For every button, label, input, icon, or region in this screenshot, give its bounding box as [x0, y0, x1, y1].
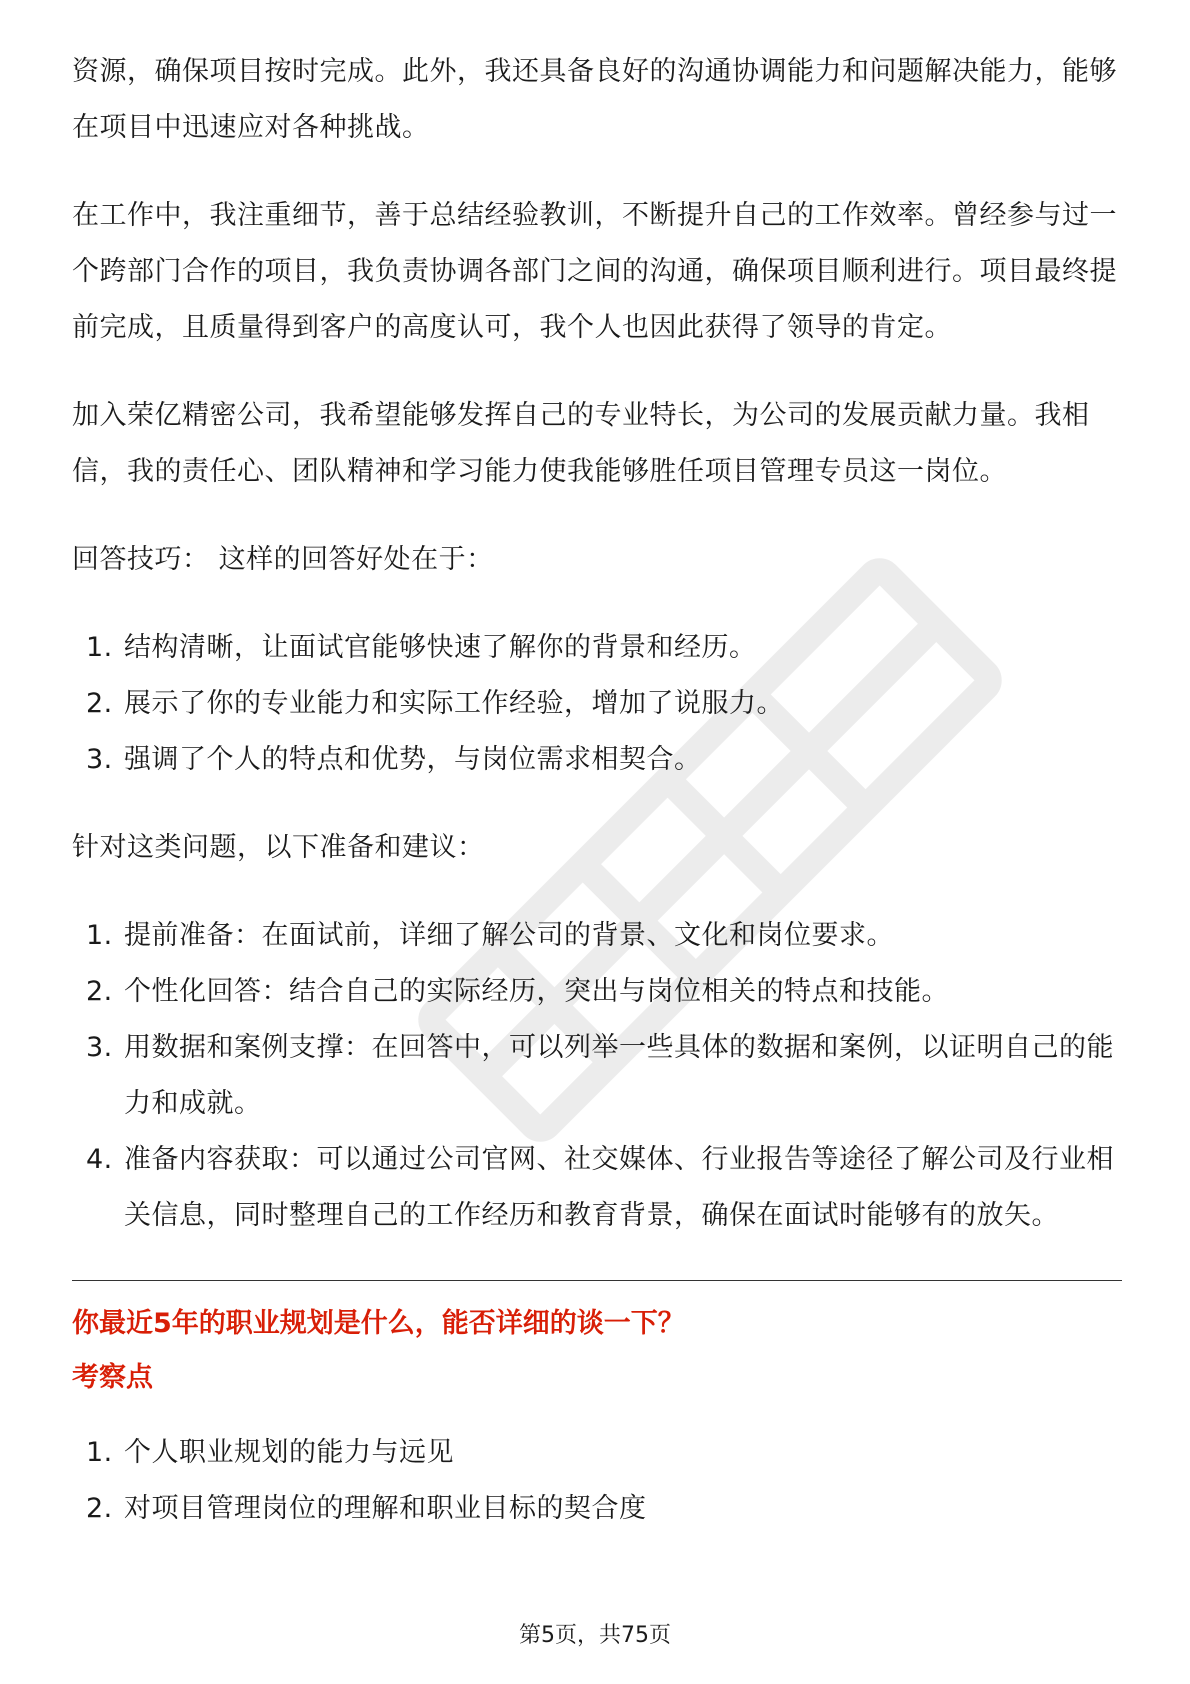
question-heading: 你最近5年的职业规划是什么，能否详细的谈一下？	[72, 1308, 685, 1339]
list-item	[72, 964, 1122, 1020]
paragraph-2: 在工作中，我注重细节，善于总结经验教训，不断提升自己的工作效率。曾经参与过一个跨部门合作的项目，我负责协调各部门之间的沟通，确保项目顺利进行。项目最终提前完成，且质量得到客户的高度认可，我个人也因此获得了领导的肯定。	[72, 200, 1117, 343]
list-number: 3.	[86, 744, 113, 775]
list-item	[72, 908, 1122, 964]
list-item-text: 个人职业规划的能力与远见	[124, 1437, 454, 1468]
list-item-text: 提前准备：在面试前，详细了解公司的背景、文化和岗位要求。	[124, 920, 894, 951]
list-number: 3.	[86, 1032, 113, 1063]
list-item-text: 准备内容获取：可以通过公司官网、社交媒体、行业报告等途径了解公司及行业相关信息，同时整理自己的工作经历和教育背景，确保在面试时能够有的放矢。	[124, 1144, 1114, 1231]
page-number-footer: 第5页，共75页	[519, 1623, 671, 1648]
list-item-text: 对项目管理岗位的理解和职业目标的契合度	[124, 1493, 647, 1524]
main-content	[72, 44, 1122, 1569]
list-number: 2.	[86, 1493, 113, 1524]
section-divider	[72, 1280, 1122, 1281]
list-number: 1.	[86, 1437, 113, 1468]
list-item-text: 个性化回答：结合自己的实际经历，突出与岗位相关的特点和技能。	[124, 976, 949, 1007]
advice-intro: 针对这类问题，以下准备和建议：	[72, 832, 485, 863]
advice-list	[72, 908, 1122, 1244]
list-item	[72, 1425, 1122, 1481]
list-item	[72, 1481, 1122, 1537]
paragraph-3: 加入荣亿精密公司，我希望能够发挥自己的专业特长，为公司的发展贡献力量。我相信，我的责任心、团队精神和学习能力使我能够胜任项目管理专员这一岗位。	[72, 400, 1090, 487]
assessment-points-heading: 考察点	[72, 1362, 153, 1393]
list-number: 4.	[86, 1144, 113, 1175]
list-number: 1.	[86, 920, 113, 951]
answer-tips-heading: 回答技巧： 这样的回答好处在于：	[72, 544, 494, 575]
list-item-text: 展示了你的专业能力和实际工作经验，增加了说服力。	[124, 688, 784, 719]
list-item-text: 强调了个人的特点和优势，与岗位需求相契合。	[124, 744, 702, 775]
assessment-points-list	[72, 1425, 1122, 1537]
list-number: 2.	[86, 688, 113, 719]
list-item-text: 用数据和案例支撑：在回答中，可以列举一些具体的数据和案例，以证明自己的能力和成就。	[124, 1032, 1114, 1119]
list-number: 1.	[86, 632, 113, 663]
list-item	[72, 1132, 1122, 1244]
list-number: 2.	[86, 976, 113, 1007]
list-item	[72, 732, 1122, 788]
list-item	[72, 1020, 1122, 1132]
list-item-text: 结构清晰，让面试官能够快速了解你的背景和经历。	[124, 632, 757, 663]
list-item	[72, 676, 1122, 732]
list-item	[72, 620, 1122, 676]
tips-list	[72, 620, 1122, 788]
paragraph-1: 资源，确保项目按时完成。此外，我还具备良好的沟通协调能力和问题解决能力，能够在项目中迅速应对各种挑战。	[72, 56, 1117, 143]
